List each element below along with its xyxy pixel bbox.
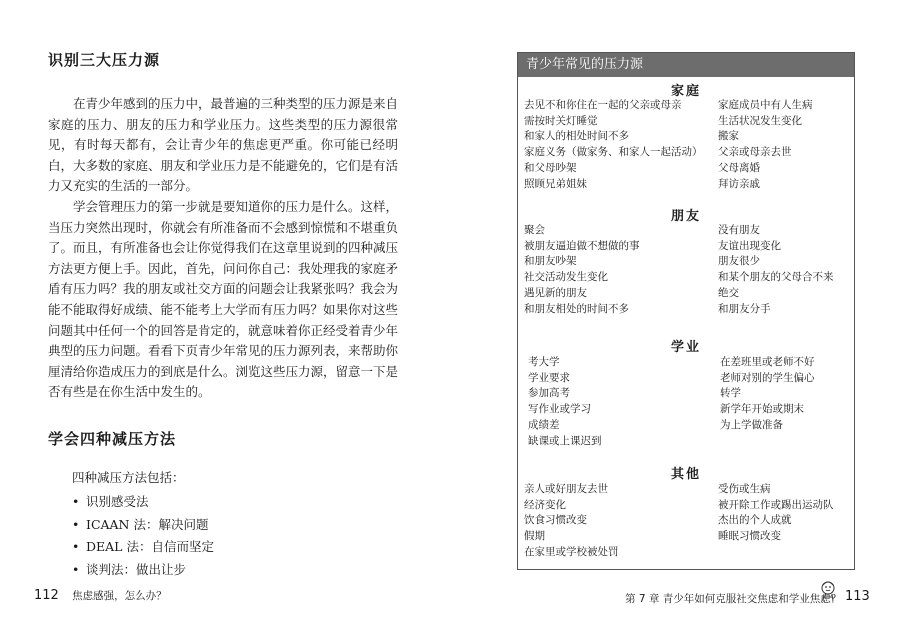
left-footer [34,588,167,603]
list-item: 老师对别的学生偏心 [720,371,815,384]
list-item: 拜访亲戚 [718,177,760,190]
bullet-icon: • [72,539,80,554]
list-item: • 识别感受法 [72,491,214,514]
section-title-school: 学业 [670,340,701,355]
list-item: 参加高考 [528,387,570,400]
bullet-icon: • [72,494,80,509]
list-item: 友谊出现变化 [718,239,781,252]
list-item: 和某个朋友的父母合不来 [718,271,834,284]
list-item: 搬家 [718,130,739,143]
friends-left-list [524,223,640,317]
list-item: 被朋友逼迫做不想做的事 [524,239,640,252]
list-item: • ICAAN 法：解决问题 [72,514,214,537]
list-item: 和朋友相处的时间不多 [524,302,629,315]
section-heading-stressors: 识别三大压力源 [48,51,161,69]
page-number: 112 [34,588,59,603]
list-item: 生活状况发生变化 [718,114,802,127]
list-item: 聚会 [524,224,545,236]
family-right-list [718,98,813,192]
box-title: 青少年常见的压力源 [518,53,854,77]
bullet-icon: • [72,561,80,577]
list-item: 绝交 [718,286,739,299]
paragraph-1: 在青少年感到的压力中，最普遍的三种类型的压力源是来自家庭的压力、朋友的压力和学业压力。这些类型的压力源很常见，有时每天都有，会让青少年的焦虑更严重。你可能已经明白，大多数的家庭、朋友和学业压力是不能避免的，它们是有活力又充实的生活的一部分。 [48,96,399,194]
list-item: 缺课或上课迟到 [528,434,602,447]
list-item: 杰出的个人成就 [718,514,792,527]
bullet-icon: • [72,516,80,532]
methods-list [72,491,214,581]
section-title-other: 其他 [670,467,701,482]
school-left-list [528,355,602,449]
chapter-footer: 第 7 章 青少年如何克服社交焦虑和学业焦虑？ [625,593,842,605]
other-right-list [718,482,834,545]
friends-right-list [718,223,834,317]
list-item: 饮食习惯改变 [524,514,587,527]
paragraph-2: 学会管理压力的第一步就是要知道你的压力是什么。这样，当压力突然出现时，你就会有所准备而不会感到惊慌和不堪重负了。而且，有所准备也会让你觉得我们在这章里说到的四种减压方法更方便上手。因此，首先，问问你自己：我处理我的家庭矛盾有压力吗？我的朋友或社交方面的问题会让我紧张吗？我会为能不能取得好成绩、能不能考上大学而有压力吗？如果你对这些问题其中任何一个的回答是肯定的，就意味着你正经受着青少年典型的压力问题。看看下页青少年常见的压力源列表，来帮助你厘清给你造成压力的到底是什么。浏览这些压力源，留意一下是否有些是在你生活中发生的。 [48,198,399,400]
list-item: 假期 [524,530,545,543]
list-item: 和朋友吵架 [524,255,577,268]
list-item: 考大学 [528,356,560,368]
list-item: 被开除工作或踢出运动队 [718,498,834,511]
list-item: 转学 [720,387,741,400]
book-title: 焦虑感强，怎么办？ [72,590,167,602]
list-item: 照顾兄弟姐妹 [524,177,587,190]
mascot-icon [818,580,838,602]
list-item: 和家人的相处时间不多 [524,130,629,143]
right-page [450,0,900,635]
list-item: 受伤或生病 [718,483,771,495]
list-item: 睡眠习惯改变 [718,530,781,543]
other-left-list [524,482,619,561]
list-item: 父亲或母亲去世 [718,146,792,159]
list-item: 亲人或好朋友去世 [524,483,608,495]
family-left-list [524,98,703,192]
page-number: 113 [845,589,870,604]
list-item: • DEAL 法：自信而坚定 [72,536,214,559]
list-item: 学业要求 [528,371,570,384]
list-item: 和朋友分手 [718,302,771,315]
list-item: 需按时关灯睡觉 [524,114,598,127]
list-item: 家庭成员中有人生病 [718,99,813,111]
stressor-box [517,52,855,570]
list-item: 社交活动发生变化 [524,271,608,284]
list-item: • 谈判法：做出让步 [72,559,214,582]
list-item: 新学年开始或期末 [720,403,804,416]
list-item: 在差班里或老师不好 [720,356,815,368]
section-title-friends: 朋友 [670,209,701,224]
list-item: 没有朋友 [718,224,760,236]
list-item: 遇见新的朋友 [524,286,587,299]
list-item: 经济变化 [524,498,566,511]
list-item: 家庭义务（做家务、和家人一起活动） [524,146,703,159]
list-item: 为上学做准备 [720,418,783,431]
list-item: 去见不和你住在一起的父亲或母亲 [524,99,682,111]
body-text [48,94,398,403]
list-item: 写作业或学习 [528,403,591,416]
section-heading-methods: 学会四种减压方法 [48,430,177,448]
list-item: 成绩差 [528,418,560,431]
methods-intro: 四种减压方法包括： [72,470,185,485]
school-right-list [720,355,815,434]
list-item: 在家里或学校被处罚 [524,545,619,558]
list-item: 和父母吵架 [524,161,577,174]
section-title-family: 家庭 [670,84,701,99]
list-item: 父母离婚 [718,161,760,174]
list-item: 朋友很少 [718,255,760,268]
